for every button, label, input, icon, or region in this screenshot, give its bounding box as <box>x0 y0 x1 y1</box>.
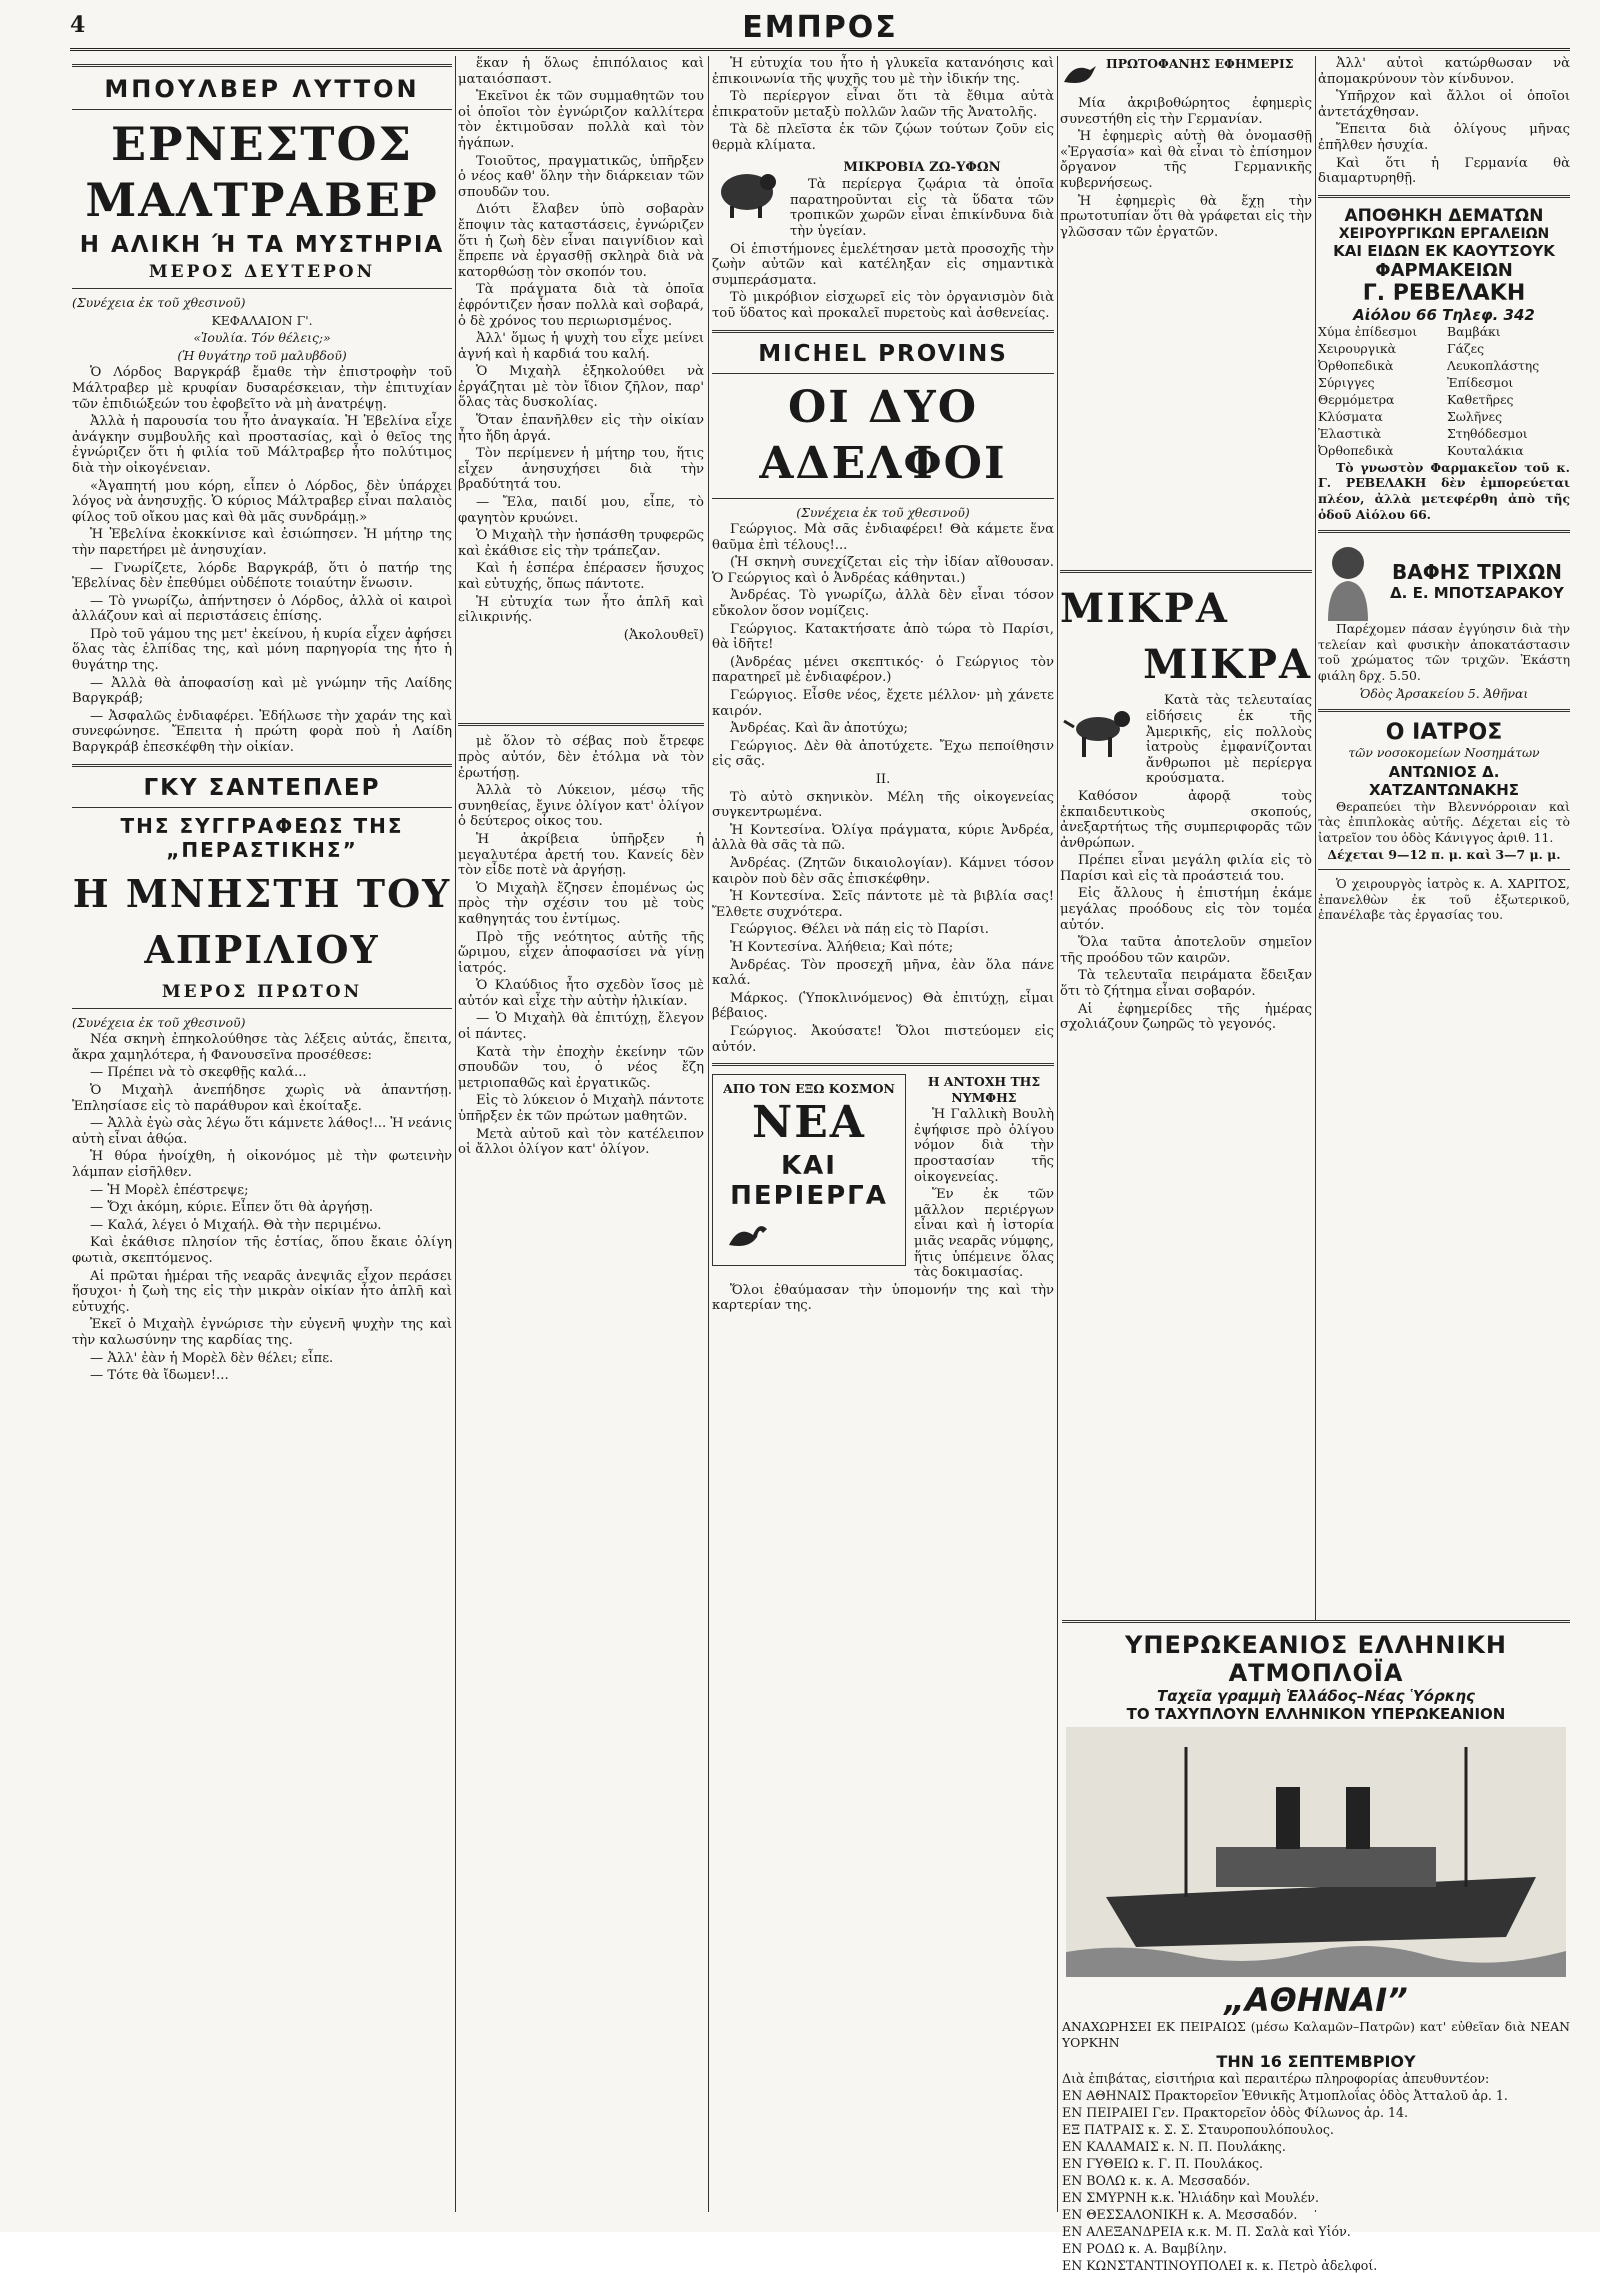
dialogue-line: Ἡ Κοντεσίνα. Σεῖς πάντοτε μὲ τὰ βιβλία σας! Ἔλθετε συχνότερα. <box>712 889 1054 920</box>
news-title: ΝΕΑ <box>752 1096 866 1148</box>
body-paragraph: Ὁ Μιχαὴλ ἔζησεν ἐπομένως ὡς πρὸς τὴν σχέσιν του μὲ τοὺς καθηγητάς του ἐντίμως. <box>458 880 704 927</box>
epigraph-source: (Ἡ θυγάτηρ τοῦ μαλυβδοῦ) <box>177 347 347 363</box>
masthead <box>70 8 1570 51</box>
ship-name: „ΑΘΗΝΑΙ” <box>1224 1981 1408 2019</box>
ad-item: Λευκοπλάστης <box>1447 357 1540 373</box>
shipping-advertisement <box>1062 1620 1570 2273</box>
play-author: MICHEL PROVINS <box>758 340 1008 367</box>
agent-item: ΕΞ ΠΑΤΡΑΙΣ κ. Σ. Σ. Σταυροπουλόπουλος. <box>1062 2122 1334 2138</box>
agent-list <box>1062 2071 1570 2273</box>
serial-part: ΜΕΡΟΣ ΠΡΩΤΟΝ <box>161 981 363 1002</box>
news-title-2: ΚΑΙ ΠΕΡΙΕΡΓΑ <box>730 1150 888 1211</box>
body-paragraph: Μία ἀκριβοθώρητος ἐφημερὶς συνεστήθη εἰς τὴν Γερμανίαν. <box>1060 96 1312 127</box>
body-paragraph: Ἀλλὰ ἡ παρουσία του ἦτο ἀναγκαία. Ἡ Ἐβελίνα εἶχε ἀνάγκην συμβουλῆς καὶ προστασίας, καὶ ὁ θεῖος της ἐγνώριζεν ὅτι ἡ φιλία τοῦ Μάλτραβερ ἦτο πολύτιμος διὰ τὴν οἰκογένειαν. <box>72 414 452 476</box>
body-paragraph: Νέα σκηνὴ ἐπηκολούθησε τὰς λέξεις αὐτάς, ἔπειτα, ἄκρα χαμηλότερα, ἡ Φανουσεῖνα προσέθεσε: <box>72 1032 452 1063</box>
body-paragraph: Κατὰ τὰς τελευταίας εἰδήσεις ἐκ τῆς Ἀμερικῆς, εἰς πολλοὺς ἰατροὺς ἐμφανίζονται ἄνθρωποι μὲ περίεργα κρούσματα. <box>1146 693 1312 787</box>
body-paragraph: Τοιοῦτος, πραγματικῶς, ὑπῆρξεν ὁ νέος καθ' ὅλην τὴν διάρκειαν τῶν σπουδῶν του. <box>458 153 704 200</box>
body-paragraph: Ἡ ἐφημερὶς θὰ ἔχῃ τὴν πρωτοτυπίαν ὅτι θὰ γράφεται εἰς τὴν γλῶσσαν τῶν ἐργατῶν. <box>1060 193 1312 240</box>
page-number: 4 <box>70 12 86 38</box>
body-paragraph: — Καλά, λέγει ὁ Μιχαήλ. Θὰ τὴν περιμένω. <box>90 1217 382 1233</box>
news-subtitle: Η ΑΝΤΟΧΗ ΤΗΣ ΝΥΜΦΗΣ <box>927 1074 1041 1105</box>
body-paragraph: — Πρέπει νὰ τὸ σκεφθῇς καλά... <box>90 1065 307 1081</box>
ad-item: Χύμα ἐπίδεσμοι <box>1318 323 1418 339</box>
dialogue-line: (Ἀνδρέας μένει σκεπτικός· ὁ Γεώργιος τὸν παρατηρεῖ μὲ ἐνδιαφέρον.) <box>712 654 1054 686</box>
ad-item: Κουταλάκια <box>1447 442 1524 458</box>
body-paragraph: Αἱ ἐφημερίδες τῆς ἡμέρας σχολιάζουν ζωηρῶς τὸ γεγονός. <box>1060 1001 1312 1033</box>
agent-item: ΕΝ ΚΑΛΑΜΑΙΣ κ. Ν. Π. Πουλάκης. <box>1062 2139 1286 2155</box>
ad-item: Ὀρθοπεδικὰ <box>1318 357 1394 373</box>
scene-number: II. <box>875 772 891 787</box>
agent-item: ΕΝ ΑΘΗΝΑΙΣ Πρακτορεῖον Ἑθνικῆς Ἀτμοπλοΐας ὁδὸς Ἀτταλοῦ ἀρ. 1. <box>1062 2088 1508 2104</box>
body-paragraph: — Τὸ γνωρίζω, ἀπήντησεν ὁ Λόρδος, ἀλλὰ οἱ καιροὶ ἀλλάζουν καὶ αἱ περιστάσεις ἐπίσης. <box>72 593 452 625</box>
body-paragraph: — Γνωρίζετε, λόρδε Βαργκράβ, ὅτι ὁ πατήρ της Ἐβελίνας δὲν ἐπεθύμει οὐδέποτε τοιαύτην ἕνωσιν. <box>72 560 452 592</box>
ad-item: Σωλῆνες <box>1447 408 1503 424</box>
bird-icon <box>1060 56 1100 96</box>
agent-item: ΕΝ ΠΕΙΡΑΙΕΙ Γεν. Πρακτορεῖον ὁδὸς Φίλωνος ἀρ. 14. <box>1062 2105 1408 2121</box>
ad-note: Τὸ γνωστὸν Φαρμακεῖον τοῦ κ. Γ. ΡΕΒΕΛΑΚΗ δὲν ἐμπορεύεται πλέον, ἀλλὰ μετεφέρθη ἀπὸ τῆς ὁδοῦ Αἰόλου 66. <box>1318 459 1570 522</box>
body-paragraph: Μετὰ αὐτοῦ καὶ τὸν κατέλειπον οἱ ἄλλοι ὀλίγον κατ' ὀλίγον. <box>458 1126 704 1158</box>
dog-illustration-icon <box>1060 693 1140 763</box>
body-paragraph: Καὶ ἐκάθισε πλησίον τῆς ἑστίας, ὅπου ἔκαιε ὀλίγη φωτιὰ, σκεπτόμενος. <box>72 1235 452 1266</box>
ad-item: Γάζες <box>1447 340 1485 356</box>
serial-title: ΕΡΝΕΣΤΟΣ ΜΑΛΤΡΑΒΕΡ <box>85 117 439 227</box>
agent-item: ΕΝ ΚΩΝΣΤΑΝΤΙΝΟΥΠΟΛΕΙ κ. κ. Πετρὸ ἀδελφοί. <box>1062 2258 1378 2273</box>
dialogue-line: Ἡ Κοντεσίνα. Ὀλίγα πράγματα, κύριε Ἀνδρέα, ἀλλὰ θὰ σᾶς τὰ πῶ. <box>712 822 1054 854</box>
agent-item: ΕΝ ΣΜΥΡΝΗ κ.κ. Ἠλιάδην καὶ Μουλέν. <box>1062 2190 1319 2206</box>
swan-icon <box>719 1215 779 1255</box>
ad-name: Δ. Ε. ΜΠΟΤΣΑΡΑΚΟΥ <box>1390 584 1564 603</box>
ad-product-list <box>1318 324 1570 460</box>
ad-heading: Ο ΙΑΤΡΟΣ <box>1385 720 1503 746</box>
ad-heading: ΧΕΙΡΟΥΡΓΙΚΩΝ ΕΡΓΑΛΕΙΩΝ <box>1338 225 1550 242</box>
body-paragraph: Ὅλα ταῦτα ἀποτελοῦν σημεῖον τῆς προόδου τῶν καιρῶν. <box>1060 935 1312 966</box>
ad-item: Χειρουργικὰ <box>1318 340 1397 356</box>
dialogue-line: Ἀνδρέας. Τὸ γνωρίζω, ἀλλὰ δὲν εἶναι τόσον εὔκολον ὅσον νομίζεις. <box>712 588 1054 620</box>
body-paragraph: Ἡ ἐφημερὶς αὐτὴ θὰ ὀνομασθῇ «Ἐργασία» καὶ θὰ εἶναι τὸ ἐπίσημον ὄργανον τῆς Γερμανικῆς κυβερνήσεως. <box>1060 129 1312 191</box>
serial-author: ΓΚΥ ΣΑΝΤΕΠΛΕΡ <box>143 774 381 801</box>
body-paragraph: Ὁ Μιχαὴλ ἐξηκολούθει νὰ ἐργάζηται μὲ τὸν ἴδιον ζῆλον, παρ' ὅλας τὰς δυσκολίας. <box>458 364 704 411</box>
body-paragraph: Πρέπει εἶναι μεγάλη φιλία εἰς τὸ Παρίσι καὶ εἰς τὰ προάστειά του. <box>1060 853 1312 884</box>
body-paragraph: Καὶ ὅτι ἡ Γερμανία θὰ διαμαρτυρηθῇ. <box>1318 155 1570 187</box>
column-3 <box>712 56 1054 2212</box>
body-paragraph: Τὸ περίεργον εἶναι ὅτι τὰ ἔθιμα αὐτὰ ἐπικρατοῦν μεταξὺ πολλῶν λαῶν τῆς Ἀνατολῆς. <box>712 89 1054 120</box>
agent-item: ΕΝ ΡΟΔΩ κ. Α. Βαμβίλην. <box>1062 2241 1227 2257</box>
body-paragraph: Τὸν περίμενεν ἡ μήτηρ του, ἥτις εἶχεν ἀνησυχήσει διὰ τὴν βραδύτητά του. <box>458 446 704 493</box>
ad-address: Ὁδὸς Ἀρσακείου 5. Ἀθῆναι <box>1359 685 1529 701</box>
ad-subtitle: τῶν νοσοκομείων Νοσημάτων <box>1348 745 1540 761</box>
body-paragraph: Πρὸ τοῦ γάμου της μετ' ἐκείνου, ἡ κυρία εἶχεν ἀφήσει ὅλας τὰς ἐλπίδας της, καὶ μόνη παρηγορία της ἦτο ἡ θυγάτηρ της. <box>72 626 452 674</box>
dialogue-line: Γεώργιος. Κατακτήσατε ἀπὸ τώρα τὸ Παρίσι, θὰ ἰδῆτε! <box>712 621 1054 653</box>
ad-item: Σύριγγες <box>1318 374 1375 390</box>
body-paragraph: Ἡ ἀκρίβεια ὑπῆρξεν ἡ μεγαλυτέρα ἀρετή του. Κανείς δὲν τὸν εἶδε ποτὲ νὰ ἀργήσῃ. <box>458 831 704 879</box>
news-paragraph: Ἕν ἐκ τῶν μᾶλλον περιέργων εἶναι καὶ ἡ ἱστορία μιᾶς νεαρᾶς νύμφης, ἥτις ὑπέμεινε ὅλας τὰς δοκιμασίας. <box>914 1187 1054 1281</box>
serial-part: ΜΕΡΟΣ ΔΕΥΤΕΡΟΝ <box>148 262 376 282</box>
body-paragraph: Ὁ Μιχαὴλ τὴν ἠσπάσθη τρυφερῶς καὶ ἐκάθισε εἰς τὴν τράπεζαν. <box>458 528 704 559</box>
body-paragraph: Πρὸ τῆς νεότητος αὐτῆς τῆς ὥριμου, εἶχεν ἀποφασίσει νὰ γίνῃ ἰατρός. <box>458 929 704 976</box>
news-paragraph: Ἡ Γαλλικὴ Βουλὴ ἐψήφισε πρὸ ὀλίγου νόμον διὰ τὴν προστασίαν τῆς οἰκογενείας. <box>914 1107 1054 1185</box>
agent-item: Διὰ ἐπιβάτας, εἰσιτήρια καὶ περαιτέρω πληροφορίας ἀπευθυντέον: <box>1062 2071 1490 2087</box>
column-rule <box>708 56 709 2212</box>
body-paragraph: Εἰς ἄλλους ἡ ἐπιστήμη ἐκάμε μεγάλας προόδους εἰς τὸν τομέα αὐτόν. <box>1060 886 1312 933</box>
ad-name: Γ. ΡΕΒΕΛΑΚΗ <box>1362 280 1526 306</box>
agent-item: ΕΝ ΑΛΕΞΑΝΔΡΕΙΑ κ.κ. Μ. Π. Σαλὰ καὶ Υἱόν. <box>1062 2224 1351 2240</box>
ad-item: Κλύσματα <box>1318 408 1383 424</box>
body-paragraph: — Ὁ Μιχαὴλ θὰ ἐπιτύχῃ, ἔλεγον οἱ πάντες. <box>458 1011 704 1043</box>
body-paragraph: Καὶ ἡ ἑσπέρα ἐπέρασεν ἥσυχος καὶ εὐτυχής, ὅπως πάντοτε. <box>458 561 704 592</box>
body-paragraph: Ἐκεῖ ὁ Μιχαὴλ ἐγνώρισε τὴν εὐγενῆ ψυχὴν της καὶ τὴν καλωσύνην της καρδίας της. <box>72 1317 452 1348</box>
ad-body: ΑΝΑΧΩΡΗΣΕΙ ΕΚ ΠΕΙΡΑΙΩΣ (μέσω Καλαμῶν–Πατρῶν) κατ' εὐθεῖαν διὰ ΝΕΑΝ ΥΟΡΚΗΝ <box>1062 2019 1570 2050</box>
body-paragraph: Ἐκεῖνοι ἐκ τῶν συμμαθητῶν του οἱ ὁποῖοι τὸν ἐγνώριζον καλλίτερα τὸν ἐκτιμοῦσαν πολλὰ καὶ τὸν ἠγάπων. <box>458 89 704 151</box>
ad-item: Ὀρθοπεδικὰ <box>1318 442 1394 458</box>
ad-heading: ΑΠΟΘΗΚΗ ΔΕΜΑΤΩΝ <box>1344 205 1544 226</box>
hair-dye-illustration-icon <box>1318 541 1378 621</box>
ad-date: ΤΗΝ 16 ΣΕΠΤΕΜΒΡΙΟΥ <box>1216 2052 1416 2072</box>
ad-body: Θεραπεύει τὴν Βλεννόρροιαν καὶ τὰς ἐπιπλοκὰς αὐτῆς. Δέχεται εἰς τὸ ἰατρεῖον του ὁδὸς Κάνιγγος ἀριθ. 11. <box>1318 798 1570 845</box>
body-paragraph: — Ἀσφαλῶς ἐνδιαφέρει. Ἐδήλωσε τὴν χαράν της καὶ συνεφώνησε. Ἔπειτα ἡ πρώτη φορὰ ποὺ ἡ Λαίδη Βαργκράβ ἐπεσκέφθη τὴν οἰκίαν. <box>72 708 452 756</box>
body-paragraph: Ἀλλ' ὅμως ἡ ψυχὴ του εἶχε μείνει ἁγνή καὶ ἡ καρδιά του καλή. <box>458 331 704 362</box>
ship-illustration-icon <box>1066 1727 1566 1977</box>
body-paragraph: Ὁ Κλαύδιος ἦτο σχεδὸν ἴσος μὲ αὐτόν καὶ εἶχε τὴν αὐτὴν ἡλικίαν. <box>458 978 704 1009</box>
column-2 <box>458 56 704 2212</box>
news-header-box <box>712 1074 906 1266</box>
body-paragraph: Διότι ἔλαβεν ὑπὸ σοβαρὰν ἔποψιν τὰς καταστάσεις, ἐγνώριζεν ὅτι ἡ ζωὴ δὲν εἶναι παιγνίδιον καὶ ἔπρεπε νὰ ἐργασθῇ σκληρὰ διὰ νὰ κατορθώσῃ τὸν σκοπόν του. <box>458 202 704 280</box>
dialogue-line: (Ἡ σκηνὴ συνεχίζεται εἰς τὴν ἰδίαν αἴθουσαν. Ὁ Γεώργιος καὶ ὁ Ἀνδρέας κάθηνται.) <box>712 555 1054 586</box>
ad-item: Στηθόδεσμοι <box>1447 425 1528 441</box>
news-paragraph: Ὅλοι ἐθαύμασαν τὴν ὑπομονήν της καὶ τὴν καρτερίαν της. <box>712 1282 1054 1314</box>
dialogue-line: Μάρκος. (Ὑποκλινόμενος) Θὰ ἐπιτύχῃ, εἶμαι βέβαιος. <box>712 990 1054 1022</box>
body-paragraph: μὲ ὅλον τὸ σέβας ποὺ ἔτρεφε πρὸς αὐτόν, δὲν ἐτόλμα νὰ τὸν ἐρωτήσῃ. <box>458 734 704 781</box>
ad-subtitle: Ταχεῖα γραμμὴ Ἑλλάδος–Νέας Ὑόρκης <box>1157 1687 1475 1705</box>
ad-item: Ἐπίδεσμοι <box>1447 374 1514 390</box>
to-be-continued: (Ἀκολουθεῖ) <box>623 627 704 643</box>
dialogue-line: Γεώργιος. Εἶσθε νέος, ἔχετε μέλλον· μὴ χάνετε καιρόν. <box>712 688 1054 719</box>
body-paragraph: Ἡ Ἐβελίνα ἐκοκκίνισε καὶ ἐσιώπησεν. Ἡ μήτηρ της τὴν παρετήρει μὲ ἀνησυχίαν. <box>72 527 452 558</box>
dialogue-line: Γεώργιος. Ἀκούσατε! Ὅλοι πιστεύομεν εἰς αὐτόν. <box>712 1023 1054 1055</box>
ad-item: Ἐλαστικὰ <box>1318 425 1382 441</box>
dialogue-line: Ἀνδρέας. (Ζητῶν δικαιολογίαν). Κάμνει τόσον καιρὸν ποὺ δὲν σᾶς ἐπισκέφθην. <box>712 855 1054 887</box>
column-rule <box>1057 56 1058 2212</box>
ad-heading: ΚΑΙ ΕΙΔΩΝ ΕΚ ΚΑΟΥΤΣΟΥΚ <box>1333 241 1555 260</box>
body-paragraph: Ἡ εὐτυχία του ἦτο ἡ γλυκεῖα κατανόησις καὶ ἐπικοινωνία τῆς ψυχῆς του μὲ τὴν ἰδικήν της. <box>712 56 1054 87</box>
ad-item: Καθετῆρες <box>1447 391 1514 407</box>
body-paragraph: Ἀλλὰ τὸ Λύκειον, μέσῳ τῆς συνηθείας, ἔγινε ὀλίγον κατ' ὀλίγον ὁ δεύτερος οἶκος του. <box>458 783 704 830</box>
body-paragraph: Εἰς τὸ λύκειον ὁ Μιχαὴλ πάντοτε ὑπῆρξεν ἐκ τῶν πρώτων μαθητῶν. <box>458 1093 704 1125</box>
article-title: ΜΙΚΡΟΒΙΑ ΖΩ-ΥΦΩΝ <box>843 159 1001 175</box>
body-paragraph: Τὸ μικρόβιον εἰσχωρεῖ εἰς τὸν ὀργανισμὸν διὰ τοῦ ὕδατος καὶ προκαλεῖ πυρετοὺς καὶ ἀσθενείας. <box>712 290 1054 321</box>
animal-illustration-icon <box>712 160 782 220</box>
ad-body: Ὁ χειρουργὸς ἰατρὸς κ. Α. ΧΑΡΙΤΟΣ, ἐπανελθὼν ἐκ τοῦ ἐξωτερικοῦ, ἐπανέλαβε τὰς ἐργασίας του. <box>1318 876 1570 923</box>
epigraph: «Ἰουλία. Τόν θέλεις;» <box>193 330 331 346</box>
dialogue-line: Γεώργιος. Δὲν θὰ ἀποτύχετε. Ἔχω πεποίθησιν εἰς σᾶς. <box>712 738 1054 770</box>
dialogue-line: Ἀνδρέας. Καὶ ἂν ἀποτύχω; <box>730 721 908 737</box>
body-paragraph: Ἀλλ' αὐτοὶ κατώρθωσαν νὰ ἀπομακρύνουν τὸν κίνδυνον. <box>1318 56 1570 87</box>
ad-heading: ΦΑΡΜΑΚΕΙΩΝ <box>1375 259 1513 281</box>
body-paragraph: Ὁ Λόρδος Βαργκράβ ἔμαθε τὴν ἐπιστροφὴν τοῦ Μάλτραβερ μὲ κρυφίαν δυσαρέσκειαν, τὴν ἐπιτυχίαν τῶν ἐπιδιώξεών του ἐφοβεῖτο νὰ μὴ ἀνατρέψῃ. <box>72 365 452 412</box>
body-paragraph: Ὁ Μιχαὴλ ἀνεπήδησε χωρὶς νὰ ἀπαντήσῃ. Ἐπλησίασε εἰς τὸ παράθυρον καὶ ἐκοίταξε. <box>72 1083 452 1114</box>
ad-item: Βαμβάκι <box>1447 323 1501 339</box>
body-paragraph: Κατὰ τὴν ἐποχὴν ἐκείνην τῶν σπουδῶν του, ὁ νέος ἔζη μετριοπαθῶς καὶ ἐργατικῶς. <box>458 1044 704 1091</box>
play-title: ΟΙ ΔΥΟ ΑΔΕΛΦΟΙ <box>759 381 1007 489</box>
body-paragraph: Τὰ περίεργα ζῳάρια τὰ ὁποῖα παρατηροῦνται εἰς τὰ ὕδατα τῶν τροπικῶν χωρῶν εἶναι ἐπικίνδυνα διὰ τὴν ὑγείαν. <box>790 177 1054 239</box>
body-paragraph: Ἔπειτα διὰ ὀλίγους μῆνας ἐπῆλθεν ἡσυχία. <box>1318 122 1570 153</box>
ad-body: Παρέχομεν πάσαν ἐγγύησιν διὰ τὴν τελείαν καὶ φυσικὴν ἀποκατάστασιν τοῦ χρώματος τῶν τριχῶν. Ἐκάστη φιάλη δρχ. 5.50. <box>1318 621 1570 683</box>
agent-item: ΕΝ ΘΕΣΣΑΛΟΝΙΚΗ κ. Α. Μεσσαδόν. <box>1062 2207 1298 2223</box>
dialogue-line: Γεώργιος. Θέλει νὰ πάῃ εἰς τὸ Παρίσι. <box>730 922 989 938</box>
body-paragraph: — Ἀλλ' ἐὰν ἡ Μορὲλ δὲν θέλει; εἶπε. <box>90 1350 334 1366</box>
newspaper-title: ΕΜΠΡΟΣ <box>742 10 898 45</box>
ad-heading: ΥΠΕΡΩΚΕΑΝΙΟΣ ΕΛΛΗΝΙΚΗ ΑΤΜΟΠΛΟΪΑ <box>1125 1631 1507 1687</box>
column-1 <box>72 56 452 2212</box>
serial-intro: ΤΗΣ ΣΥΓΓΡΑΦΕΩΣ ΤΗΣ „ΠΕΡΑΣΤΙΚΗΣ” <box>120 813 404 862</box>
body-paragraph: ἕκαν ἡ ὅλως ἐπιπόλαιος καὶ ματαιόσπαστ. <box>458 56 704 87</box>
body-paragraph: — Ἀλλὰ ἐγὼ σὰς λέγω ὅτι κάμνετε λάθος!... Ἡ νεάνις αὐτὴ εἶναι ἀθῴα. <box>72 1116 452 1147</box>
agent-item: ΕΝ ΒΟΛΩ κ. κ. Α. Μεσσαδόν. <box>1062 2173 1251 2189</box>
body-paragraph: Ἡ θύρα ἠνοίχθη, ἡ οἰκονόμος μὲ τὴν φωτεινὴν λάμπαν εἰσῆλθεν. <box>72 1149 452 1180</box>
section-heading: ΜΙΚΡΑ <box>1060 585 1229 633</box>
column-rule <box>455 56 456 2212</box>
body-paragraph: Ὅταν ἐπανῆλθεν εἰς τὴν οἰκίαν ἦτο ἤδη ἀργά. <box>458 413 704 444</box>
chapter-heading: ΚΕΦΑΛΑΙΟΝ Γ'. <box>211 312 313 328</box>
dialogue-line: Τὸ αὐτὸ σκηνικὸν. Μέλη τῆς οἰκογενείας συγκεντρωμένα. <box>712 789 1054 821</box>
body-paragraph: Τὰ πράγματα διὰ τὰ ὁποῖα ἐφρόντιζεν ἦσαν πολλὰ καὶ σοβαρά, ὁ δὲ χρόνος του περιωρισμένος. <box>458 282 704 329</box>
article-title: ΠΡΩΤΟΦΑΝΗΣ ΕΦΗΜΕΡΙΣ <box>1106 56 1294 71</box>
body-paragraph: Καθόσον ἀφορᾷ τοὺς ἐκπαιδευτικοὺς σκοπούς, ἀνεξαρτήτως τῆς συμπεριφορᾶς τῶν ἀνθρώπων. <box>1060 788 1312 851</box>
body-paragraph: — Ἡ Μορὲλ ἐπέστρεψε; <box>90 1182 249 1198</box>
continuation-note: (Συνέχεια ἐκ τοῦ χθεσινοῦ) <box>72 1014 246 1030</box>
dialogue-line: Ἡ Κοντεσίνα. Ἀλήθεια; Καὶ πότε; <box>730 939 954 955</box>
body-paragraph: Ὑπῆρχον καὶ ἄλλοι οἱ ὁποῖοι ἀντετάχθησαν. <box>1318 89 1570 120</box>
ad-hours: Δέχεται 9—12 π. μ. καὶ 3—7 μ. μ. <box>1327 847 1561 863</box>
serial-author: ΜΠΟΥΛΒΕΡ ΛΥΤΤΟΝ <box>104 75 420 103</box>
body-paragraph: Αἱ πρῶται ἡμέραι τῆς νεαρᾶς ἀνεψιᾶς εἶχον περάσει ἥσυχοι· ἡ ζωὴ της εἰς τὴν μικρὰν οἰκίαν ἦτο ἀπλῆ καὶ εὐτυχής. <box>72 1268 452 1315</box>
continuation-note: (Συνέχεια ἐκ τοῦ χθεσινοῦ) <box>796 504 970 520</box>
body-paragraph: — Τότε θὰ ἴδωμεν!... <box>90 1368 229 1384</box>
body-paragraph: — Ὄχι ἀκόμη, κύριε. Εἶπεν ὅτι θὰ ἀργήσῃ. <box>90 1200 374 1216</box>
ad-address: Αἰόλου 66 Τηλεφ. 342 <box>1353 305 1535 324</box>
section-heading-2: ΜΙΚΡΑ <box>1143 641 1312 689</box>
serial-title: Η ΜΝΗΣΤΗ ΤΟΥ ΑΠΡΙΛΙΟΥ <box>72 870 452 972</box>
agent-item: ΕΝ ΓΥΘΕΙΩ κ. Γ. Π. Πουλάκος. <box>1062 2156 1264 2172</box>
ad-name: ΑΝΤΩΝΙΟΣ Δ. ΧΑΤΖΑΝΤΩΝΑΚΗΣ <box>1368 762 1519 799</box>
ad-item: Θερμόμετρα <box>1318 391 1395 407</box>
body-paragraph: Τὰ δὲ πλεῖστα ἐκ τῶν ζῴων τούτων ζοῦν εἰς θερμὰ κλίματα. <box>712 122 1054 153</box>
ad-subtitle: ΤΟ ΤΑΧΥΠΛΟΥΝ ΕΛΛΗΝΙΚΟΝ ΥΠΕΡΩΚΕΑΝΙΟΝ <box>1126 1705 1506 1723</box>
ad-heading: ΒΑΦΗΣ ΤΡΙΧΩΝ <box>1392 560 1562 585</box>
body-paragraph: «Ἀγαπητή μου κόρη, εἶπεν ὁ Λόρδος, δὲν ὑπάρχει λόγος νὰ ἀνησυχῇς. Ὁ κύριος Μάλτραβερ εἶναι παλαιὸς φίλος τοῦ οἴκου μας καὶ θὰ μᾶς συνδράμῃ.» <box>72 478 452 525</box>
body-paragraph: Ἡ εὐτυχία των ἦτο ἁπλῆ καὶ εἰλικρινής. <box>458 594 704 626</box>
body-paragraph: Τὰ τελευταῖα πειράματα ἔδειξαν ὅτι τὸ ζήτημα εἶναι σοβαρόν. <box>1060 968 1312 1000</box>
body-paragraph: Οἱ ἐπιστήμονες ἐμελέτησαν μετὰ προσοχῆς τὴν ζωὴν αὐτῶν καὶ κατέληξαν εἰς σημαντικὰ συμπεράσματα. <box>712 241 1054 288</box>
continuation-note: (Συνέχεια ἐκ τοῦ χθεσινοῦ) <box>72 295 246 310</box>
serial-subtitle: Η ΑΛΙΚΗ Ή ΤΑ ΜΥΣΤΗΡΙΑ <box>79 232 445 258</box>
news-label: ΑΠΟ ΤΟΝ ΕΞΩ ΚΟΣΜΟΝ <box>723 1081 895 1097</box>
body-paragraph: — Ἀλλὰ θὰ ἀποφασίσῃ καὶ μὲ γνώμην τῆς Λαίδης Βαργκράβ; <box>72 675 452 707</box>
dialogue-line: Ἀνδρέας. Τὸν προσεχῆ μῆνα, ἐὰν ὅλα πάνε καλά. <box>712 957 1054 989</box>
body-paragraph: — Ἔλα, παιδί μου, εἶπε, τὸ φαγητὸν κρυώνει. <box>458 495 704 526</box>
dialogue-line: Γεώργιος. Μὰ σᾶς ἐνδιαφέρει! Θὰ κάμετε ἕνα θαῦμα ἐπὶ τέλους!... <box>712 522 1054 553</box>
